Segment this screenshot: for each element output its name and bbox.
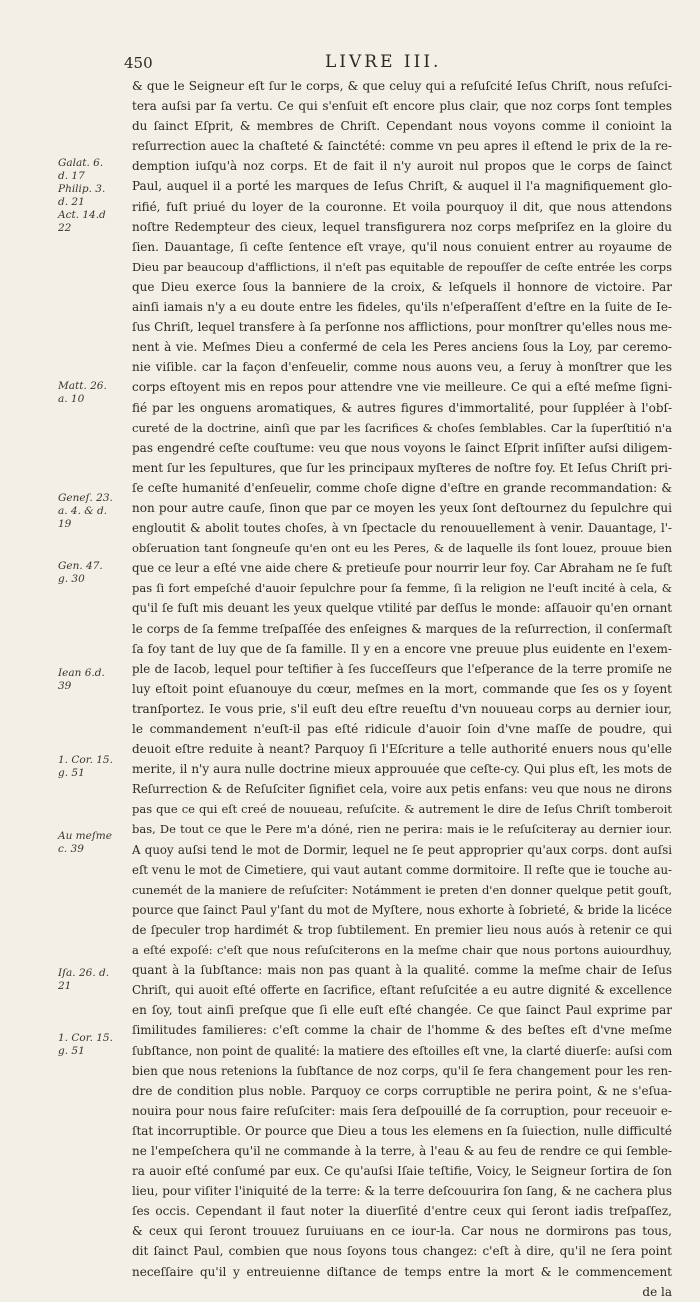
margin-line: d. 21	[58, 196, 85, 208]
margin-line: Philip. 3.	[58, 183, 106, 195]
text-line: en ſoy, tout ainſi preſque que ſi elle euſt eſté changée. Ce que ſainct Paul exprime par	[132, 1003, 672, 1018]
text-line: de ſpeculer trop hardimét & trop ſubtilement. En premier lieu nous auós à retenir ce qui	[132, 922, 672, 937]
text-line: bas, De tout ce que le Pere m'a dóné, rien ne perira: mais ie le reſuſciteray au dernier iour.	[132, 822, 672, 837]
text-line: cunemét de la maniere de reſuſciter: Notámment ie preten d'en donner quelque petit gouſt,	[132, 882, 672, 897]
margin-line: 19	[58, 518, 72, 530]
text-line: pource que ſainct Paul y'ſant du mot de Myſtere, nous exhorte à ſobrieté, & bride la licéce	[132, 902, 672, 917]
text-line: ne l'empeſchera qu'il ne commande à la terre, à l'eau & au feu de rendre ce qui ſemble-	[132, 1143, 672, 1158]
margin-note	[58, 754, 113, 780]
text-line: ſa foy tant de luy que de ſa famille. Il y en a encore vne preuue plus euidente en l'exem-	[132, 641, 672, 656]
text-line: pas que ce qui eſt creé de nouueau, reſuſcite. & autrement le dire de Ieſus Chriſt tomberoit	[132, 802, 672, 817]
margin-note	[58, 492, 113, 531]
text-line: demption iuſqu'à noz corps. Et de fait il n'y auroit nul propos que le corps de ſainct	[132, 159, 672, 174]
margin-note	[58, 830, 112, 856]
text-line: cureté de la doctrine, ainſi que par les ſacrifices & choſes ſemblables. Car la ſuperſtitió n'a	[132, 420, 672, 435]
text-line: le corps de ſa femme treſpaſſée des enſeignes & marques de la reſurrection, il conſermaſt	[132, 621, 672, 636]
text-line: nouira pour nous faire reſuſciter: mais ſera deſpouillé de ſa corruption, pour receuoir e-	[132, 1103, 672, 1118]
text-line: obſeruation tant ſongneuſe qu'en ont eu les Peres, & de laquelle ils ſont louez, prouue bien	[132, 541, 672, 556]
text-line: deuoit eſtre reduite à neant? Parquoy ſi l'Eſcriture a telle authorité enuers nous qu'elle	[132, 742, 672, 757]
text-line: lieu, pour viſiter l'iniquité de la terre: & la terre deſcouurira ſon ſang, & ne cachera plus	[132, 1184, 672, 1199]
body-text	[132, 76, 672, 1302]
text-line: & que le Seigneur eſt ſur le corps, & que celuy qui a reſuſcité Ieſus Chriſt, nous reſuſci-	[132, 79, 672, 93]
text-line: ple de Iacob, lequel pour teſtifier à ſes ſucceſſeurs que l'eſperance de la terre promiſe ne	[132, 661, 672, 676]
margin-note	[58, 667, 105, 693]
text-line: nent à vie. Meſmes Dieu a confermé de cela les Peres anciens ſous la Loy, par ceremo-	[132, 340, 672, 355]
text-line: nie viſible. car la façon d'enſeuelir, comme nous auons veu, a ſeruy à monſtrer que les	[132, 360, 672, 375]
text-line: eſt venu le mot de Cimetiere, qui vaut autant comme dormitoire. Il reſte que ie touche au-	[132, 862, 672, 877]
text-line: qu'il ſe fuſt mis deuant les yeux quelque vtilité par deſſus le monde: aſſauoir qu'en ornant	[132, 601, 672, 616]
margin-line: 22	[58, 222, 72, 234]
text-line: corps eſtoyent mis en repos pour attendre vne vie meilleure. Ce qui a eſté meſme ſigni-	[132, 380, 672, 395]
text-line: engloutit & abolit toutes choſes, à vn ſpectacle du renouuellement à venir. Dauantage, l'-	[132, 521, 672, 536]
text-line: ainſi iamais n'y a eu doute entre les fideles, qu'ils n'eſperaſſent d'eſtre en la ſuite de Ie-	[132, 300, 672, 315]
text-line: reſurrection auec la chaſteté & ſainctété: comme vn peu apres il eſtend le prix de la re-	[132, 139, 672, 154]
catchword: de la	[642, 1284, 672, 1299]
text-line: dit ſainct Paul, combien que nous ſoyons tous changez: c'eſt à dire, qu'il ne ſera point	[132, 1244, 672, 1259]
margin-line: g. 30	[58, 573, 85, 585]
text-line: noſtre Redempteur des cieux, lequel transfigurera noz corps meſpriſez en la gloire du	[132, 219, 672, 234]
margin-line: 39	[58, 680, 72, 692]
margin-line: Gen. 47.	[58, 560, 103, 572]
text-line: bien que nous retenions la ſubſtance de noz corps, qu'il ſe fera changement pour les ren-	[132, 1063, 672, 1078]
margin-note	[58, 560, 103, 586]
margin-line: g. 51	[58, 1045, 85, 1057]
margin-line: Act. 14.d	[58, 209, 106, 221]
text-line: Chriſt, qui auoit eſté offerte en ſacrifice, eſtant reſuſcitée a eu autre dignité & excellence	[132, 983, 672, 998]
text-line: dre de condition plus noble. Parquoy ce corps corruptible ne perira point, & ne s'eſua-	[132, 1083, 672, 1098]
text-line: ſimilitudes familieres: c'eſt comme la chair de l'homme & des beſtes eſt d'vne meſme	[132, 1023, 672, 1038]
text-line: Dieu par beaucoup d'afflictions, il n'eſt pas equitable de repouſſer de ceſte entrée les corps	[132, 259, 672, 274]
text-line: rifié, fuſt priué du loyer de la couronne. Et voila pourquoy il dit, que nous attendons	[132, 199, 672, 214]
text-line: Reſurrection & de Reſuſciter ſignifiet cela, voire aux petis enfans: veu que nous ne dirons	[132, 782, 672, 797]
margin-note	[58, 1032, 113, 1058]
margin-line: Au meſme	[58, 830, 112, 842]
margin-line: 21	[58, 980, 72, 992]
text-line: fié par les onguens aromatiques, & autres figures d'immortalité, pour ſuppléer à l'obſ-	[132, 400, 672, 415]
text-line: A quoy auſsi tend le mot de Dormir, lequel ne ſe peut approprier qu'aux corps. dont auſsi	[132, 842, 672, 857]
text-line: tranſportez. Ie vous prie, s'il euſt deu eſtre reueſtu d'vn nouueau corps au dernier iour,	[132, 701, 672, 716]
text-line: pas engendré ceſte couſtume: veu que nous voyons le ſainct Eſprit inſiſter auſsi diligem-	[132, 440, 672, 455]
text-line: merite, il n'y aura nulle doctrine mieux approuuée que ceſte-cy. Qui plus eſt, les mots de	[132, 762, 672, 777]
text-line: ment ſur les ſepultures, que ſur les principaux myſteres de noſtre foy. Et Ieſus Chriſt pri-	[132, 460, 672, 475]
margin-note	[58, 967, 109, 993]
text-line: non pour autre cauſe, ſinon que par ce moyen les yeux ſont deſtournez du ſepulchre qui	[132, 500, 672, 515]
text-line: ſubſtance, non point de qualité: la matiere des eſtoilles eſt vne, la clarté diuerſe: auſsi com	[132, 1043, 673, 1058]
text-line: ſien. Dauantage, ſi ceſte ſentence eſt vraye, qu'il nous conuient entrer au royaume de	[132, 239, 672, 254]
margin-line: 1. Cor. 15.	[58, 754, 113, 766]
text-line: ra auoir eſté conſumé par eux. Ce qu'auſsi Iſaie teſtifie, Voicy, le Seigneur ſortira de ſon	[132, 1164, 672, 1179]
margin-line: Matt. 26.	[58, 380, 107, 392]
text-line: a eſté expoſé: c'eſt que nous reſuſciterons en la meſme chair que nous portons auiourdhuy,	[132, 943, 672, 958]
text-line: quant à la ſubſtance: mais non pas quant à la qualité. comme la meſme chair de Ieſus	[132, 963, 672, 978]
text-line: ſes occis. Cependant il faut noter la diuerſité d'entre ceux qui ſeront iadis treſpaſſez,	[132, 1204, 672, 1219]
text-line: du ſainct Eſprit, & membres de Chriſt. Cependant nous voyons comme il conioint la	[132, 119, 672, 134]
text-line: luy eſtoit point eſuanouye du cœur, meſmes en la mort, commande que ſes os y ſoyent	[132, 681, 672, 696]
text-line: ſtat incorruptible. Or pource que Dieu a tous les elemens en ſa ſuiection, nulle difficulté	[132, 1123, 672, 1138]
text-line: pas ſi fort empeſché d'auoir ſepulchre pour ſa femme, ſi la religion ne l'euſt incité à cela, &	[132, 581, 672, 596]
margin-line: Iſa. 26. d.	[58, 967, 110, 979]
text-line: ſe ceſte humanité d'enſeuelir, comme choſe digne d'eſtre en grande recommandation: &	[132, 480, 672, 495]
margin-line: Galat. 6.	[58, 157, 104, 169]
margin-line: c. 39	[58, 843, 84, 855]
text-line: ſus Chriſt, lequel transfere à ſa perſonne nos afflictions, pour monſtrer qu'elles nous me-	[132, 320, 672, 335]
text-line: Paul, auquel il a porté les marques de Ieſus Chriſt, & auquel il l'a magnifiquement glo-	[132, 179, 672, 194]
running-head: LIVRE III.	[325, 52, 442, 72]
margin-line: Iean 6.d.	[58, 667, 105, 679]
margin-line: a. 10	[58, 393, 85, 405]
margin-line: g. 51	[58, 767, 85, 779]
margin-line: Geneſ. 23.	[58, 492, 113, 504]
margin-line: 1. Cor. 15.	[58, 1032, 113, 1044]
margin-line: d. 17	[58, 170, 85, 182]
text-line: que Dieu exerce ſous la banniere de la croix, & leſquels il honnore de victoire. Par	[132, 279, 672, 294]
text-line: le commandement n'euſt-il pas eſté ridicule d'auoir ſoin d'vne maſſe de poudre, qui	[132, 722, 672, 736]
margin-note	[58, 157, 106, 235]
page-number: 450	[124, 54, 153, 72]
margin-note	[58, 380, 107, 406]
margin-line: a. 4. & d.	[58, 505, 108, 517]
text-line: neceſſaire qu'il y entreuienne diſtance de temps entre la mort & le commencement	[132, 1264, 672, 1279]
text-line: & ceux qui ſeront trouuez ſuruiuans en ce iour-la. Car nous ne dormirons pas tous,	[132, 1224, 672, 1239]
text-line: que ce leur a eſté vne aide chere & pretieuſe pour nourrir leur foy. Car Abraham ne ſe fuſt	[132, 561, 672, 576]
text-line: tera auſsi par ſa vertu. Ce qui s'enſuit eſt encore plus clair, que noz corps ſont temples	[132, 99, 672, 114]
page-header	[0, 52, 700, 76]
